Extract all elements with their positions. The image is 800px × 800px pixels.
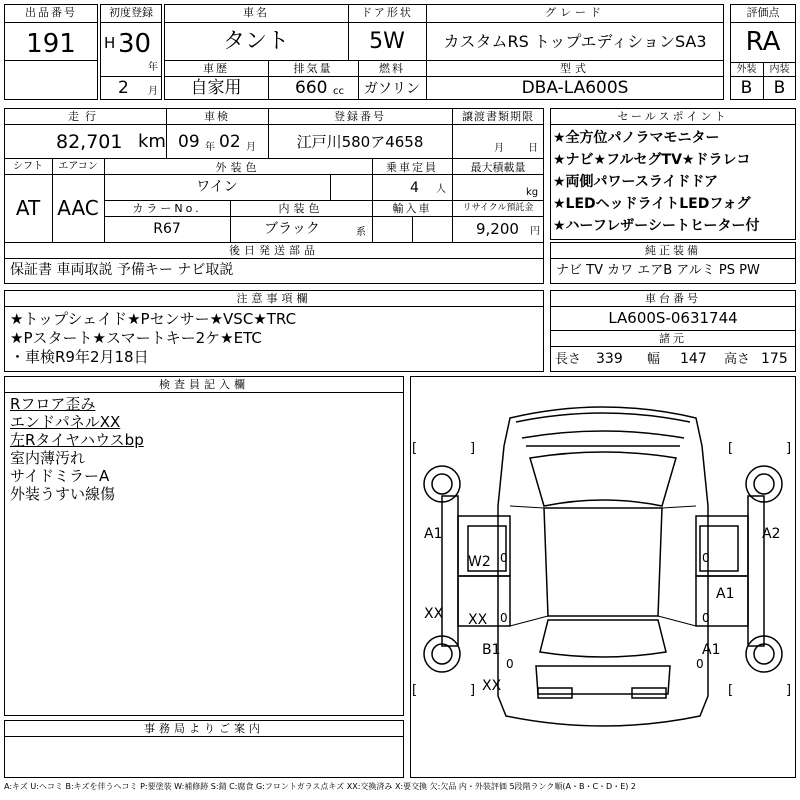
- exterior-value: B: [740, 78, 753, 98]
- chassis-label: 車台番号: [645, 292, 701, 305]
- ext-color-value: ワイン: [196, 179, 238, 195]
- legend: A:キズ U:ヘコミ B:キズを伴うヘコミ P:要塗装 W:補修跡 S:錆 C:腐食 G:フロントガラス点キズ XX:交換済み X:要交換 欠:欠品 内・外装評価 5段階ランク順(A・B・C・D・E) 2: [4, 782, 637, 791]
- zero-mark: 0: [702, 611, 710, 625]
- bracket: [: [728, 441, 734, 456]
- ac-label: エアコン: [58, 161, 98, 172]
- displacement-label: 排気量: [293, 62, 333, 75]
- recycle-value: 9,200: [476, 220, 519, 238]
- note-line: ★Pスタート★スマートキー2ケ★ETC: [10, 329, 262, 347]
- reg-month: 2: [118, 78, 129, 98]
- door-value: 5W: [369, 29, 405, 54]
- bracket: [: [728, 683, 734, 698]
- capacity-value: 4: [410, 180, 419, 196]
- office-label: 事務局よりご案内: [144, 722, 264, 735]
- shift-label: シフト: [13, 161, 43, 172]
- bracket: [: [412, 441, 418, 456]
- bracket: ]: [786, 441, 792, 456]
- fuel-value: ガソリン: [364, 81, 420, 97]
- mileage-label: 走行: [68, 110, 102, 123]
- mileage-unit: km: [138, 131, 166, 152]
- height-label: 高さ: [724, 352, 751, 367]
- length-label: 長さ: [555, 352, 582, 367]
- score-label: 評価点: [746, 6, 780, 19]
- lot-label: 出品番号: [25, 6, 77, 19]
- int-color-value: ブラック: [264, 221, 320, 237]
- displacement-unit: cc: [333, 86, 344, 97]
- zero-mark: 0: [500, 611, 508, 625]
- inspection-year-unit: 年: [205, 142, 215, 153]
- era: H: [104, 34, 116, 52]
- door-label: ドア形状: [361, 6, 413, 19]
- bracket: ]: [470, 441, 476, 456]
- zero-mark: 0: [702, 551, 710, 565]
- sales-point: ★全方位パノラマモニター: [553, 130, 720, 146]
- interior-value: B: [773, 78, 786, 98]
- year-unit: 年: [148, 62, 158, 73]
- interior-label: 内装: [769, 64, 790, 75]
- equipment-value: ナビ TV カワ エアB アルミ PS PW: [556, 263, 760, 278]
- plate-label: 登録番号: [334, 110, 386, 123]
- zero-mark: 0: [506, 657, 514, 671]
- bracket: [: [412, 683, 418, 698]
- grade-label: グレード: [545, 6, 605, 19]
- ac-value: AAC: [57, 196, 99, 220]
- later-parts-label: 後日発送部品: [229, 244, 319, 257]
- damage-mark: W2: [468, 554, 491, 570]
- equipment-label: 純正装備: [645, 244, 701, 257]
- int-color-label: 内装色: [278, 202, 324, 215]
- inspector-line: 左Rタイヤハウスbp: [10, 431, 144, 449]
- exterior-label: 外装: [736, 64, 757, 75]
- color-no-value: R67: [153, 221, 181, 237]
- grade-value: カスタムRS トップエディションSA3: [443, 32, 707, 51]
- sales-points-label: セールスポイント: [617, 110, 729, 123]
- reg-year-label: 初度登録: [109, 6, 153, 19]
- width-value: 147: [680, 351, 707, 367]
- floor-lines: [510, 506, 696, 626]
- load-unit: kg: [526, 187, 539, 198]
- plate-value: 江戸川580ア4658: [296, 133, 424, 151]
- load-label: 最大積載量: [470, 161, 526, 174]
- inspector-line: Rフロア歪み: [10, 395, 96, 413]
- inspection-label: 車検: [204, 110, 230, 123]
- reg-year: 30: [118, 29, 152, 59]
- transfer-label: 譲渡書類期限: [462, 110, 534, 123]
- color-no-label: カラーNo.: [132, 202, 202, 215]
- zero-mark: 0: [696, 657, 704, 671]
- damage-mark: A1: [702, 642, 721, 658]
- note-line: ★トップシェイド★Pセンサー★VSC★TRC: [10, 310, 297, 328]
- inspector-line: サイドミラーA: [10, 467, 110, 485]
- model-value: DBA-LA600S: [521, 78, 629, 98]
- car-diagram: [410, 376, 796, 778]
- shift-value: AT: [15, 196, 41, 220]
- capacity-unit: 人: [436, 184, 446, 195]
- damage-mark: XX: [468, 612, 488, 628]
- damage-mark: XX: [424, 606, 444, 622]
- inspection-year: 09: [178, 132, 200, 152]
- damage-mark: A1: [716, 586, 735, 602]
- sales-point: ★ナビ★フルセグTV★ドラレコ: [553, 152, 751, 168]
- damage-mark: A2: [762, 526, 781, 542]
- inspection-month-unit: 月: [246, 142, 256, 153]
- lot-value: 191: [26, 29, 76, 59]
- mileage-value: 82,701: [56, 131, 123, 153]
- import-label: 輸入車: [392, 202, 432, 215]
- note-line: ・車検R9年2月18日: [10, 348, 149, 366]
- sales-point: ★両側パワースライドドア: [553, 174, 719, 190]
- sales-point: ★ハーフレザーシートヒーター付: [553, 218, 760, 234]
- width-label: 幅: [647, 352, 661, 367]
- damage-mark: A1: [424, 526, 443, 542]
- recycle-unit: 円: [530, 226, 540, 237]
- transfer-day-unit: 日: [528, 143, 538, 154]
- chassis-value: LA600S-0631744: [608, 309, 738, 327]
- height-value: 175: [761, 351, 788, 367]
- history-value: 自家用: [190, 78, 242, 98]
- length-value: 339: [596, 351, 623, 367]
- displacement-value: 660: [295, 78, 328, 98]
- int-color-unit: 系: [356, 227, 366, 238]
- damage-mark: XX: [482, 678, 502, 694]
- zero-mark: 0: [500, 551, 508, 565]
- bracket: ]: [786, 683, 792, 698]
- car-name-label: 車名: [243, 6, 269, 19]
- ext-color-label: 外装色: [215, 161, 261, 174]
- score-value: RA: [745, 27, 781, 57]
- dimensions-label: 諸元: [659, 332, 687, 345]
- inspector-line: 外装うすい線傷: [10, 485, 116, 503]
- damage-mark: B1: [482, 642, 501, 658]
- inspection-month: 02: [219, 132, 241, 152]
- inspector-label: 検査員記入欄: [159, 378, 249, 391]
- later-parts-value: 保証書 車両取説 予備キー ナビ取説: [10, 262, 234, 278]
- model-label: 型式: [560, 62, 590, 75]
- history-label: 車歴: [203, 62, 229, 75]
- transfer-month-unit: 月: [494, 143, 504, 154]
- bracket: ]: [470, 683, 476, 698]
- car-name: タント: [222, 29, 289, 54]
- month-unit: 月: [148, 86, 158, 97]
- notes-label: 注意事項欄: [236, 292, 312, 305]
- sales-point: ★LEDヘッドライトLEDフォグ: [553, 196, 751, 212]
- inspector-line: 室内薄汚れ: [10, 449, 86, 467]
- inspector-line: エンドパネルXX: [10, 413, 121, 431]
- recycle-label: リサイクル預託金: [462, 203, 534, 213]
- capacity-label: 乗車定員: [386, 161, 438, 174]
- fuel-label: 燃料: [379, 62, 405, 75]
